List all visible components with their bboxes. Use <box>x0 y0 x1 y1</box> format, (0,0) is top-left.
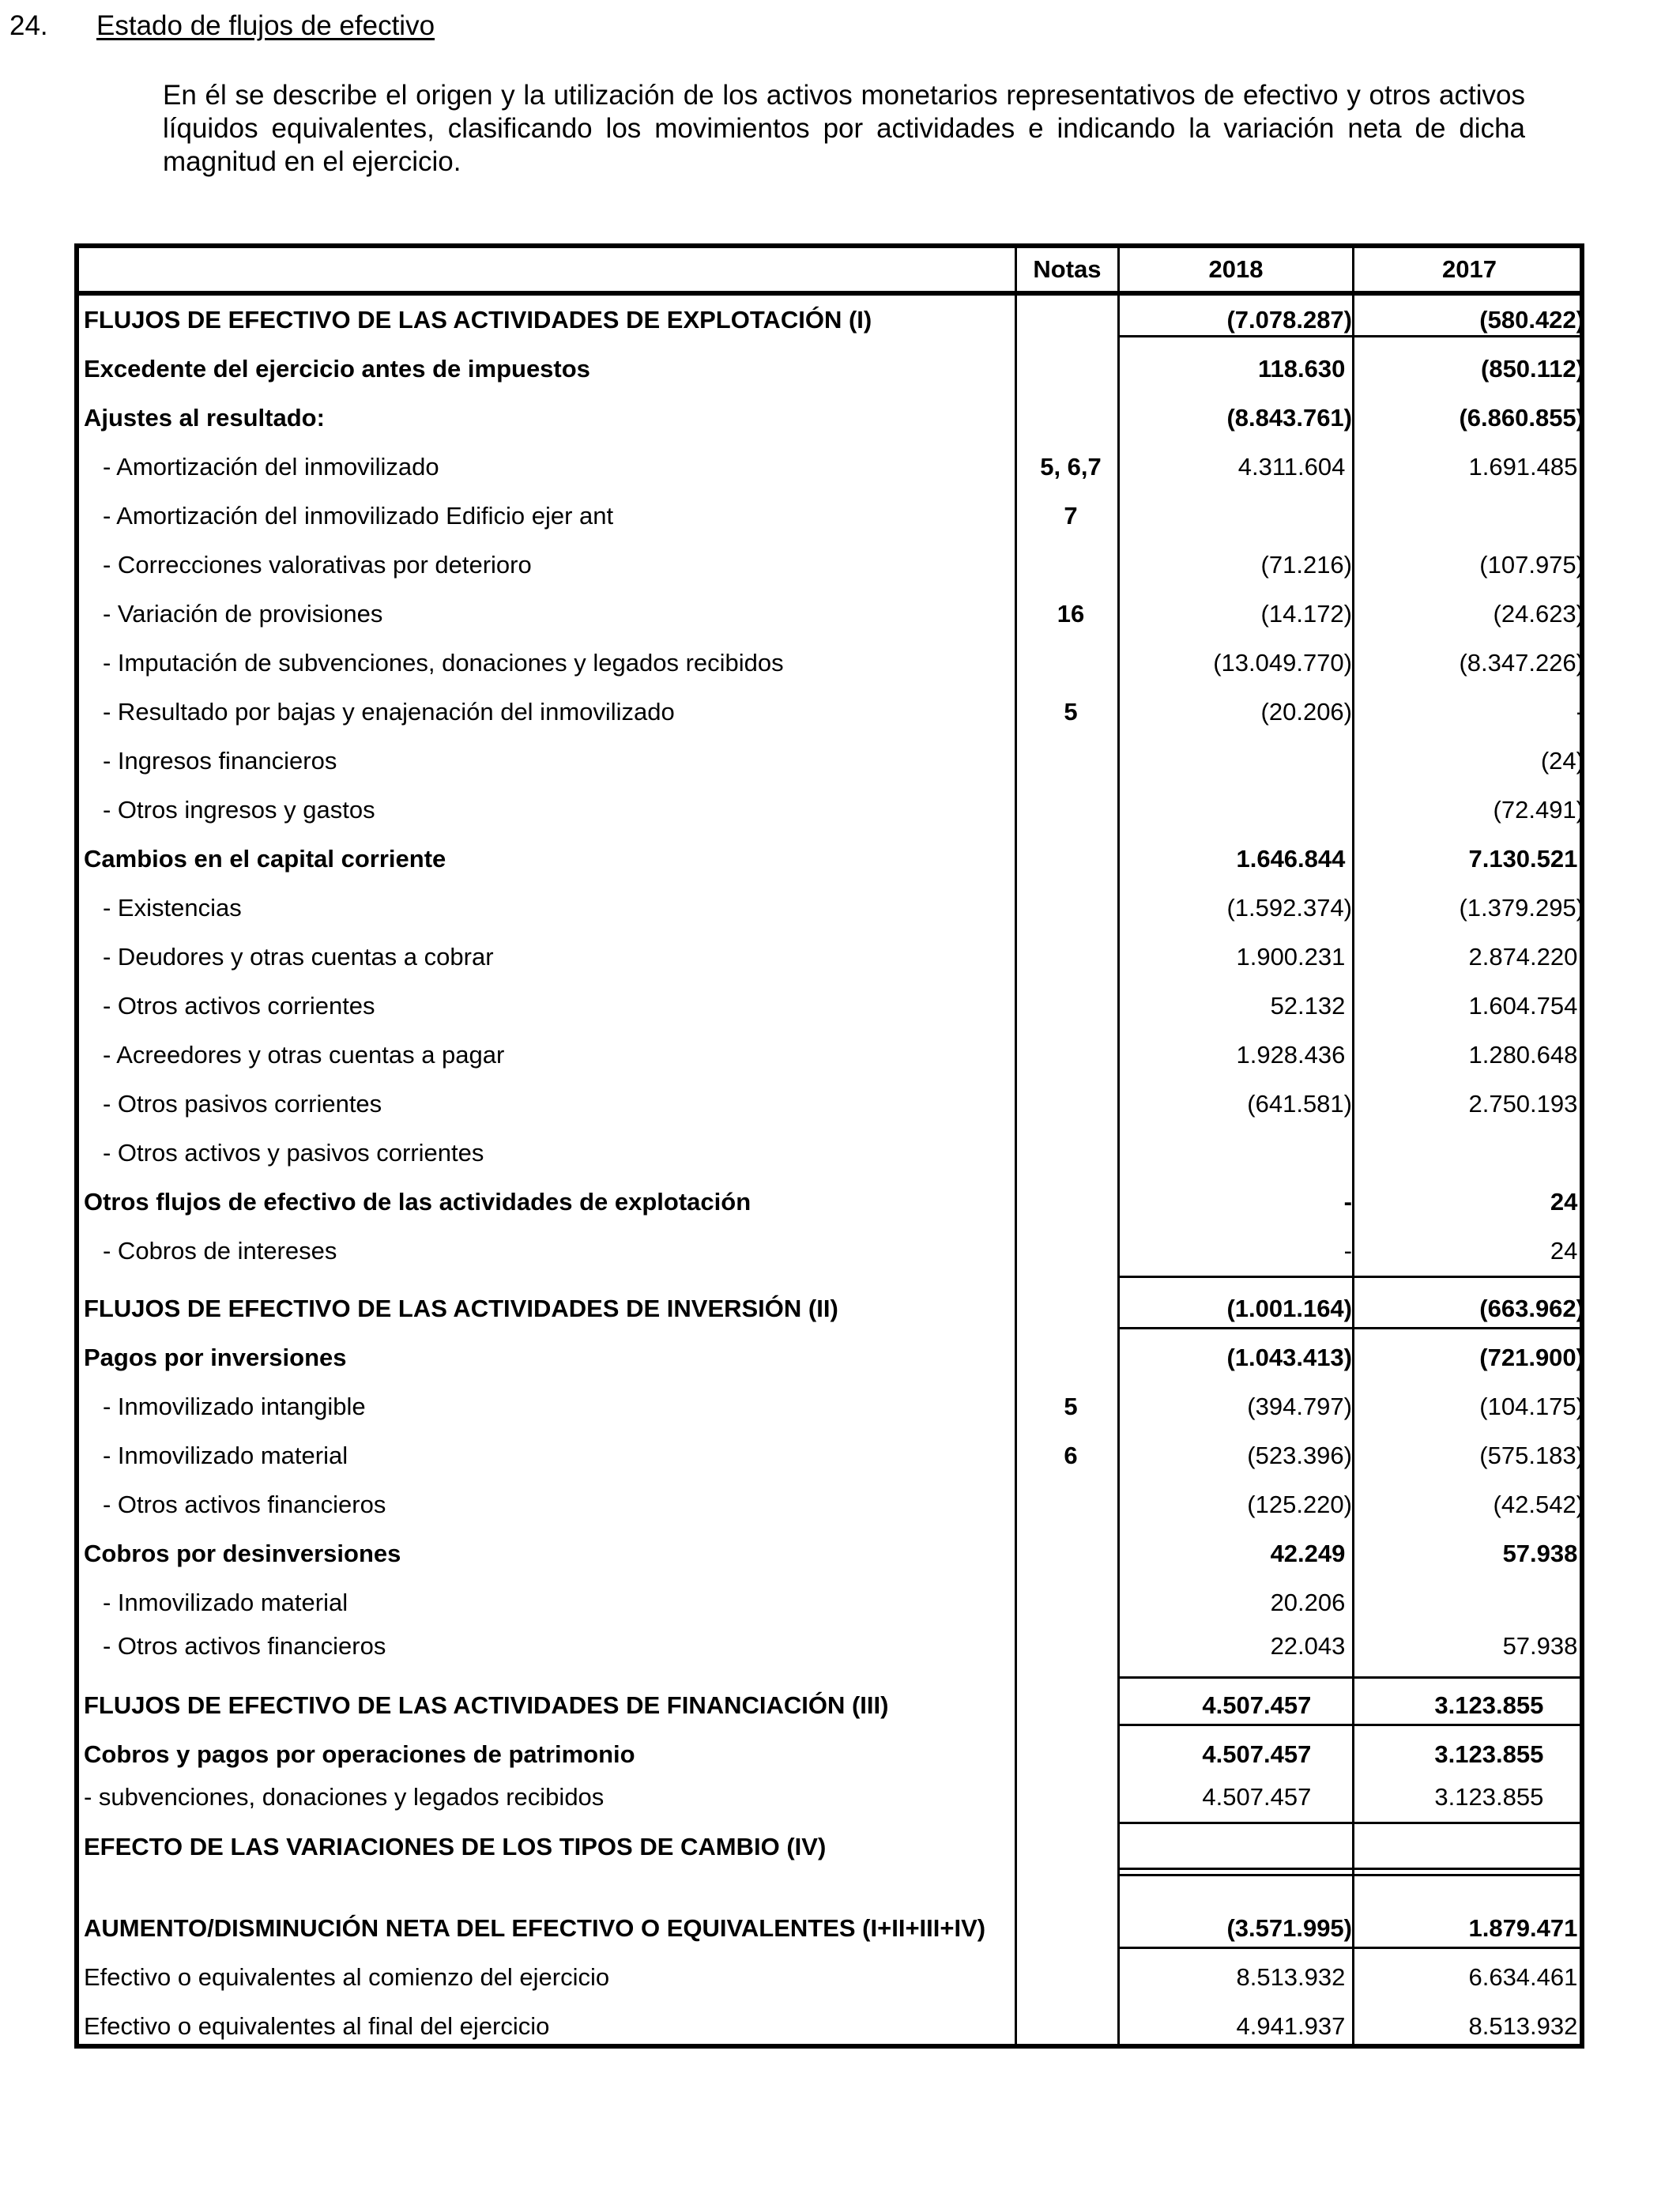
row-value-2017: 6.634.461 <box>1468 1963 1584 1991</box>
row-label: - Otros ingresos y gastos <box>103 796 375 824</box>
row-label: Efectivo o equivalentes al comienzo del ejercicio <box>84 1963 610 1991</box>
row-label: FLUJOS DE EFECTIVO DE LAS ACTIVIDADES DE FINANCIACIÓN (III) <box>84 1691 889 1719</box>
row-label: - Inmovilizado material <box>103 1589 348 1616</box>
row-value-2017 <box>1354 1823 1584 1872</box>
row-value-2017: (663.962) <box>1479 1295 1584 1322</box>
row-value-2018: 1.646.844 <box>1236 845 1352 873</box>
row-value-2018: 1.900.231 <box>1236 943 1352 971</box>
row-value-2018 <box>1122 1823 1352 1872</box>
row-nota <box>1019 1080 1122 1129</box>
header-2018: 2018 <box>1208 255 1264 283</box>
row-nota <box>1019 1333 1122 1382</box>
row-value-2017: (24) <box>1540 747 1584 775</box>
row-label: - Inmovilizado intangible <box>103 1393 366 1420</box>
row-value-2018: 4.507.457 <box>1202 1691 1352 1719</box>
row-nota <box>1019 1284 1122 1333</box>
section-title: Estado de flujos de efectivo <box>96 10 435 41</box>
row-value-2017: (107.975) <box>1479 551 1584 579</box>
row-label: Otros flujos de efectivo de las actividades de explotación <box>84 1188 751 1216</box>
row-label: - Otros activos financieros <box>103 1491 386 1518</box>
value-rule <box>1117 1947 1584 1949</box>
row-label: - Amortización del inmovilizado Edificio ejer ant <box>103 502 614 530</box>
row-nota <box>1019 1622 1122 1671</box>
row-value-2017: 3.123.855 <box>1434 1740 1584 1768</box>
row-value-2017: 1.280.648 <box>1468 1041 1584 1069</box>
cash-flow-table <box>74 243 1584 2049</box>
row-value-2017: 1.879.471 <box>1468 1914 1584 1942</box>
row-nota <box>1019 982 1122 1031</box>
row-value-2017 <box>1354 492 1584 541</box>
intro-paragraph: En él se describe el origen y la utilización de los activos monetarios representativos de efectivo y otros activos líquidos equivalentes, clasificando los movimientos por actividades e indicando la variación neta de dicha magnitud en el ejercicio. <box>163 80 1525 177</box>
row-value-2017: (580.422) <box>1479 306 1584 334</box>
value-rule <box>1117 1822 1584 1824</box>
value-rule <box>1117 1874 1584 1876</box>
row-value-2018 <box>1122 1129 1352 1178</box>
row-nota <box>1019 1681 1122 1730</box>
value-rule <box>1117 1868 1584 1870</box>
row-value-2018: (71.216) <box>1260 551 1352 579</box>
row-nota: 5 <box>1064 698 1078 726</box>
row-label: EFECTO DE LAS VARIACIONES DE LOS TIPOS DE CAMBIO (IV) <box>84 1833 827 1860</box>
row-value-2018: (641.581) <box>1247 1090 1352 1118</box>
row-label: - Imputación de subvenciones, donaciones y legados recibidos <box>103 649 784 677</box>
row-nota <box>1019 1480 1122 1529</box>
header-notas: Notas <box>1033 255 1102 283</box>
row-value-2018: - <box>1343 1237 1352 1265</box>
value-rule <box>1117 335 1584 337</box>
row-label: - Deudores y otras cuentas a cobrar <box>103 943 494 971</box>
row-label: - Ingresos financieros <box>103 747 337 775</box>
row-value-2017: 1.691.485 <box>1468 453 1584 481</box>
row-label: - Otros activos financieros <box>103 1632 386 1660</box>
row-nota <box>1019 1823 1122 1872</box>
row-label: - Resultado por bajas y enajenación del inmovilizado <box>103 698 675 726</box>
row-label: - Variación de provisiones <box>103 600 383 628</box>
row-nota <box>1019 737 1122 786</box>
row-nota <box>1019 786 1122 835</box>
row-value-2017: (1.379.295) <box>1459 894 1584 922</box>
row-value-2018: 8.513.932 <box>1236 1963 1352 1991</box>
row-value-2017: 2.750.193 <box>1468 1090 1584 1118</box>
row-label: FLUJOS DE EFECTIVO DE LAS ACTIVIDADES DE EXPLOTACIÓN (I) <box>84 306 872 334</box>
row-value-2018: 4.941.937 <box>1236 2012 1352 2040</box>
row-value-2018: (7.078.287) <box>1226 306 1352 334</box>
row-value-2018: - <box>1343 1188 1352 1216</box>
row-value-2017: 2.874.220 <box>1468 943 1584 971</box>
row-value-2018: 4.507.457 <box>1202 1783 1352 1811</box>
row-label: FLUJOS DE EFECTIVO DE LAS ACTIVIDADES DE INVERSIÓN (II) <box>84 1295 838 1322</box>
row-label: - Amortización del inmovilizado <box>103 453 439 481</box>
row-nota <box>1019 1129 1122 1178</box>
row-nota <box>1019 835 1122 884</box>
row-label: - Cobros de intereses <box>103 1237 337 1265</box>
row-label: - Otros activos y pasivos corrientes <box>103 1139 484 1167</box>
row-value-2018: (3.571.995) <box>1226 1914 1352 1942</box>
row-nota <box>1019 884 1122 933</box>
row-value-2018: (125.220) <box>1247 1491 1352 1518</box>
row-value-2017: 8.513.932 <box>1468 2012 1584 2040</box>
row-nota <box>1019 1529 1122 1578</box>
row-value-2017: (104.175) <box>1479 1393 1584 1420</box>
row-label: Efectivo o equivalentes al final del ejercicio <box>84 2012 550 2040</box>
row-label: - subvenciones, donaciones y legados recibidos <box>84 1783 605 1811</box>
row-value-2017: (8.347.226) <box>1459 649 1584 677</box>
row-nota <box>1019 1904 1122 1953</box>
row-value-2018: (13.049.770) <box>1213 649 1352 677</box>
value-rule <box>1117 1327 1584 1329</box>
row-nota: 5, 6,7 <box>1040 453 1102 481</box>
header-label <box>79 248 1015 291</box>
row-label: Pagos por inversiones <box>84 1344 347 1371</box>
row-value-2018: (1.043.413) <box>1226 1344 1352 1371</box>
row-value-2018: 118.630 <box>1258 355 1352 383</box>
row-value-2018: (8.843.761) <box>1226 404 1352 432</box>
row-nota <box>1019 1730 1122 1779</box>
value-rule <box>1117 1724 1584 1726</box>
section-number: 24. <box>9 10 48 41</box>
value-rule <box>1117 1276 1584 1278</box>
row-value-2017: 24 <box>1550 1188 1584 1216</box>
row-label: - Inmovilizado material <box>103 1442 348 1469</box>
row-label: Excedente del ejercicio antes de impuestos <box>84 355 590 383</box>
row-nota: 5 <box>1064 1393 1078 1420</box>
row-value-2017 <box>1354 1129 1584 1178</box>
header-2017: 2017 <box>1442 255 1497 283</box>
row-label: - Otros activos corrientes <box>103 992 375 1020</box>
row-value-2017: - <box>1576 698 1584 726</box>
row-value-2017: (6.860.855) <box>1459 404 1584 432</box>
row-value-2018: 1.928.436 <box>1236 1041 1352 1069</box>
row-value-2018: 52.132 <box>1270 992 1352 1020</box>
row-value-2017: 3.123.855 <box>1434 1783 1584 1811</box>
row-value-2018: 22.043 <box>1270 1632 1352 1660</box>
row-nota <box>1019 1227 1122 1276</box>
row-nota <box>1019 2002 1122 2051</box>
row-value-2018 <box>1122 786 1352 835</box>
row-nota <box>1019 1031 1122 1080</box>
row-nota: 16 <box>1057 600 1085 628</box>
row-value-2017 <box>1354 1578 1584 1627</box>
row-nota <box>1019 1773 1122 1822</box>
row-value-2017: (42.542) <box>1493 1491 1584 1518</box>
column-divider <box>1015 248 1017 2044</box>
row-nota <box>1019 296 1122 345</box>
row-value-2018 <box>1122 492 1352 541</box>
row-value-2018: 4.311.604 <box>1237 453 1352 481</box>
row-label: Cobros por desinversiones <box>84 1540 401 1567</box>
row-value-2018: (1.001.164) <box>1226 1295 1352 1322</box>
row-value-2018: (1.592.374) <box>1226 894 1352 922</box>
row-value-2018: (523.396) <box>1247 1442 1352 1469</box>
row-nota <box>1019 345 1122 394</box>
row-value-2018: (14.172) <box>1260 600 1352 628</box>
row-nota <box>1019 933 1122 982</box>
row-value-2018: (394.797) <box>1247 1393 1352 1420</box>
row-nota: 6 <box>1064 1442 1078 1469</box>
row-label: - Otros pasivos corrientes <box>103 1090 382 1118</box>
row-value-2017: (721.900) <box>1479 1344 1584 1371</box>
row-nota <box>1019 394 1122 443</box>
section-heading <box>9 9 435 43</box>
row-nota: 7 <box>1064 502 1078 530</box>
row-value-2017: 57.938 <box>1502 1540 1584 1567</box>
row-value-2018 <box>1122 737 1352 786</box>
row-value-2017: 1.604.754 <box>1468 992 1584 1020</box>
row-value-2018: 20.206 <box>1270 1589 1352 1616</box>
row-value-2017: (850.112) <box>1481 355 1584 383</box>
row-value-2018: 42.249 <box>1270 1540 1352 1567</box>
row-value-2017: 7.130.521 <box>1468 845 1584 873</box>
row-label: Cobros y pagos por operaciones de patrimonio <box>84 1740 635 1768</box>
row-nota <box>1019 1178 1122 1227</box>
value-rule <box>1117 1676 1584 1679</box>
row-nota <box>1019 639 1122 688</box>
row-nota <box>1019 541 1122 590</box>
row-label: - Existencias <box>103 894 242 922</box>
row-label: Cambios en el capital corriente <box>84 845 446 873</box>
row-label: - Correcciones valorativas por deterioro <box>103 551 532 579</box>
row-nota <box>1019 1953 1122 2002</box>
row-value-2017: 24 <box>1550 1237 1584 1265</box>
row-value-2018: (20.206) <box>1260 698 1352 726</box>
row-nota <box>1019 1578 1122 1627</box>
row-label: AUMENTO/DISMINUCIÓN NETA DEL EFECTIVO O EQUIVALENTES (I+II+III+IV) <box>84 1914 986 1942</box>
row-value-2017: 57.938 <box>1502 1632 1584 1660</box>
row-value-2017: (24.623) <box>1493 600 1584 628</box>
row-label: Ajustes al resultado: <box>84 404 325 432</box>
row-value-2017: (575.183) <box>1479 1442 1584 1469</box>
row-value-2017: (72.491) <box>1493 796 1584 824</box>
row-label: - Acreedores y otras cuentas a pagar <box>103 1041 505 1069</box>
row-value-2018: 4.507.457 <box>1202 1740 1352 1768</box>
row-value-2017: 3.123.855 <box>1434 1691 1584 1719</box>
